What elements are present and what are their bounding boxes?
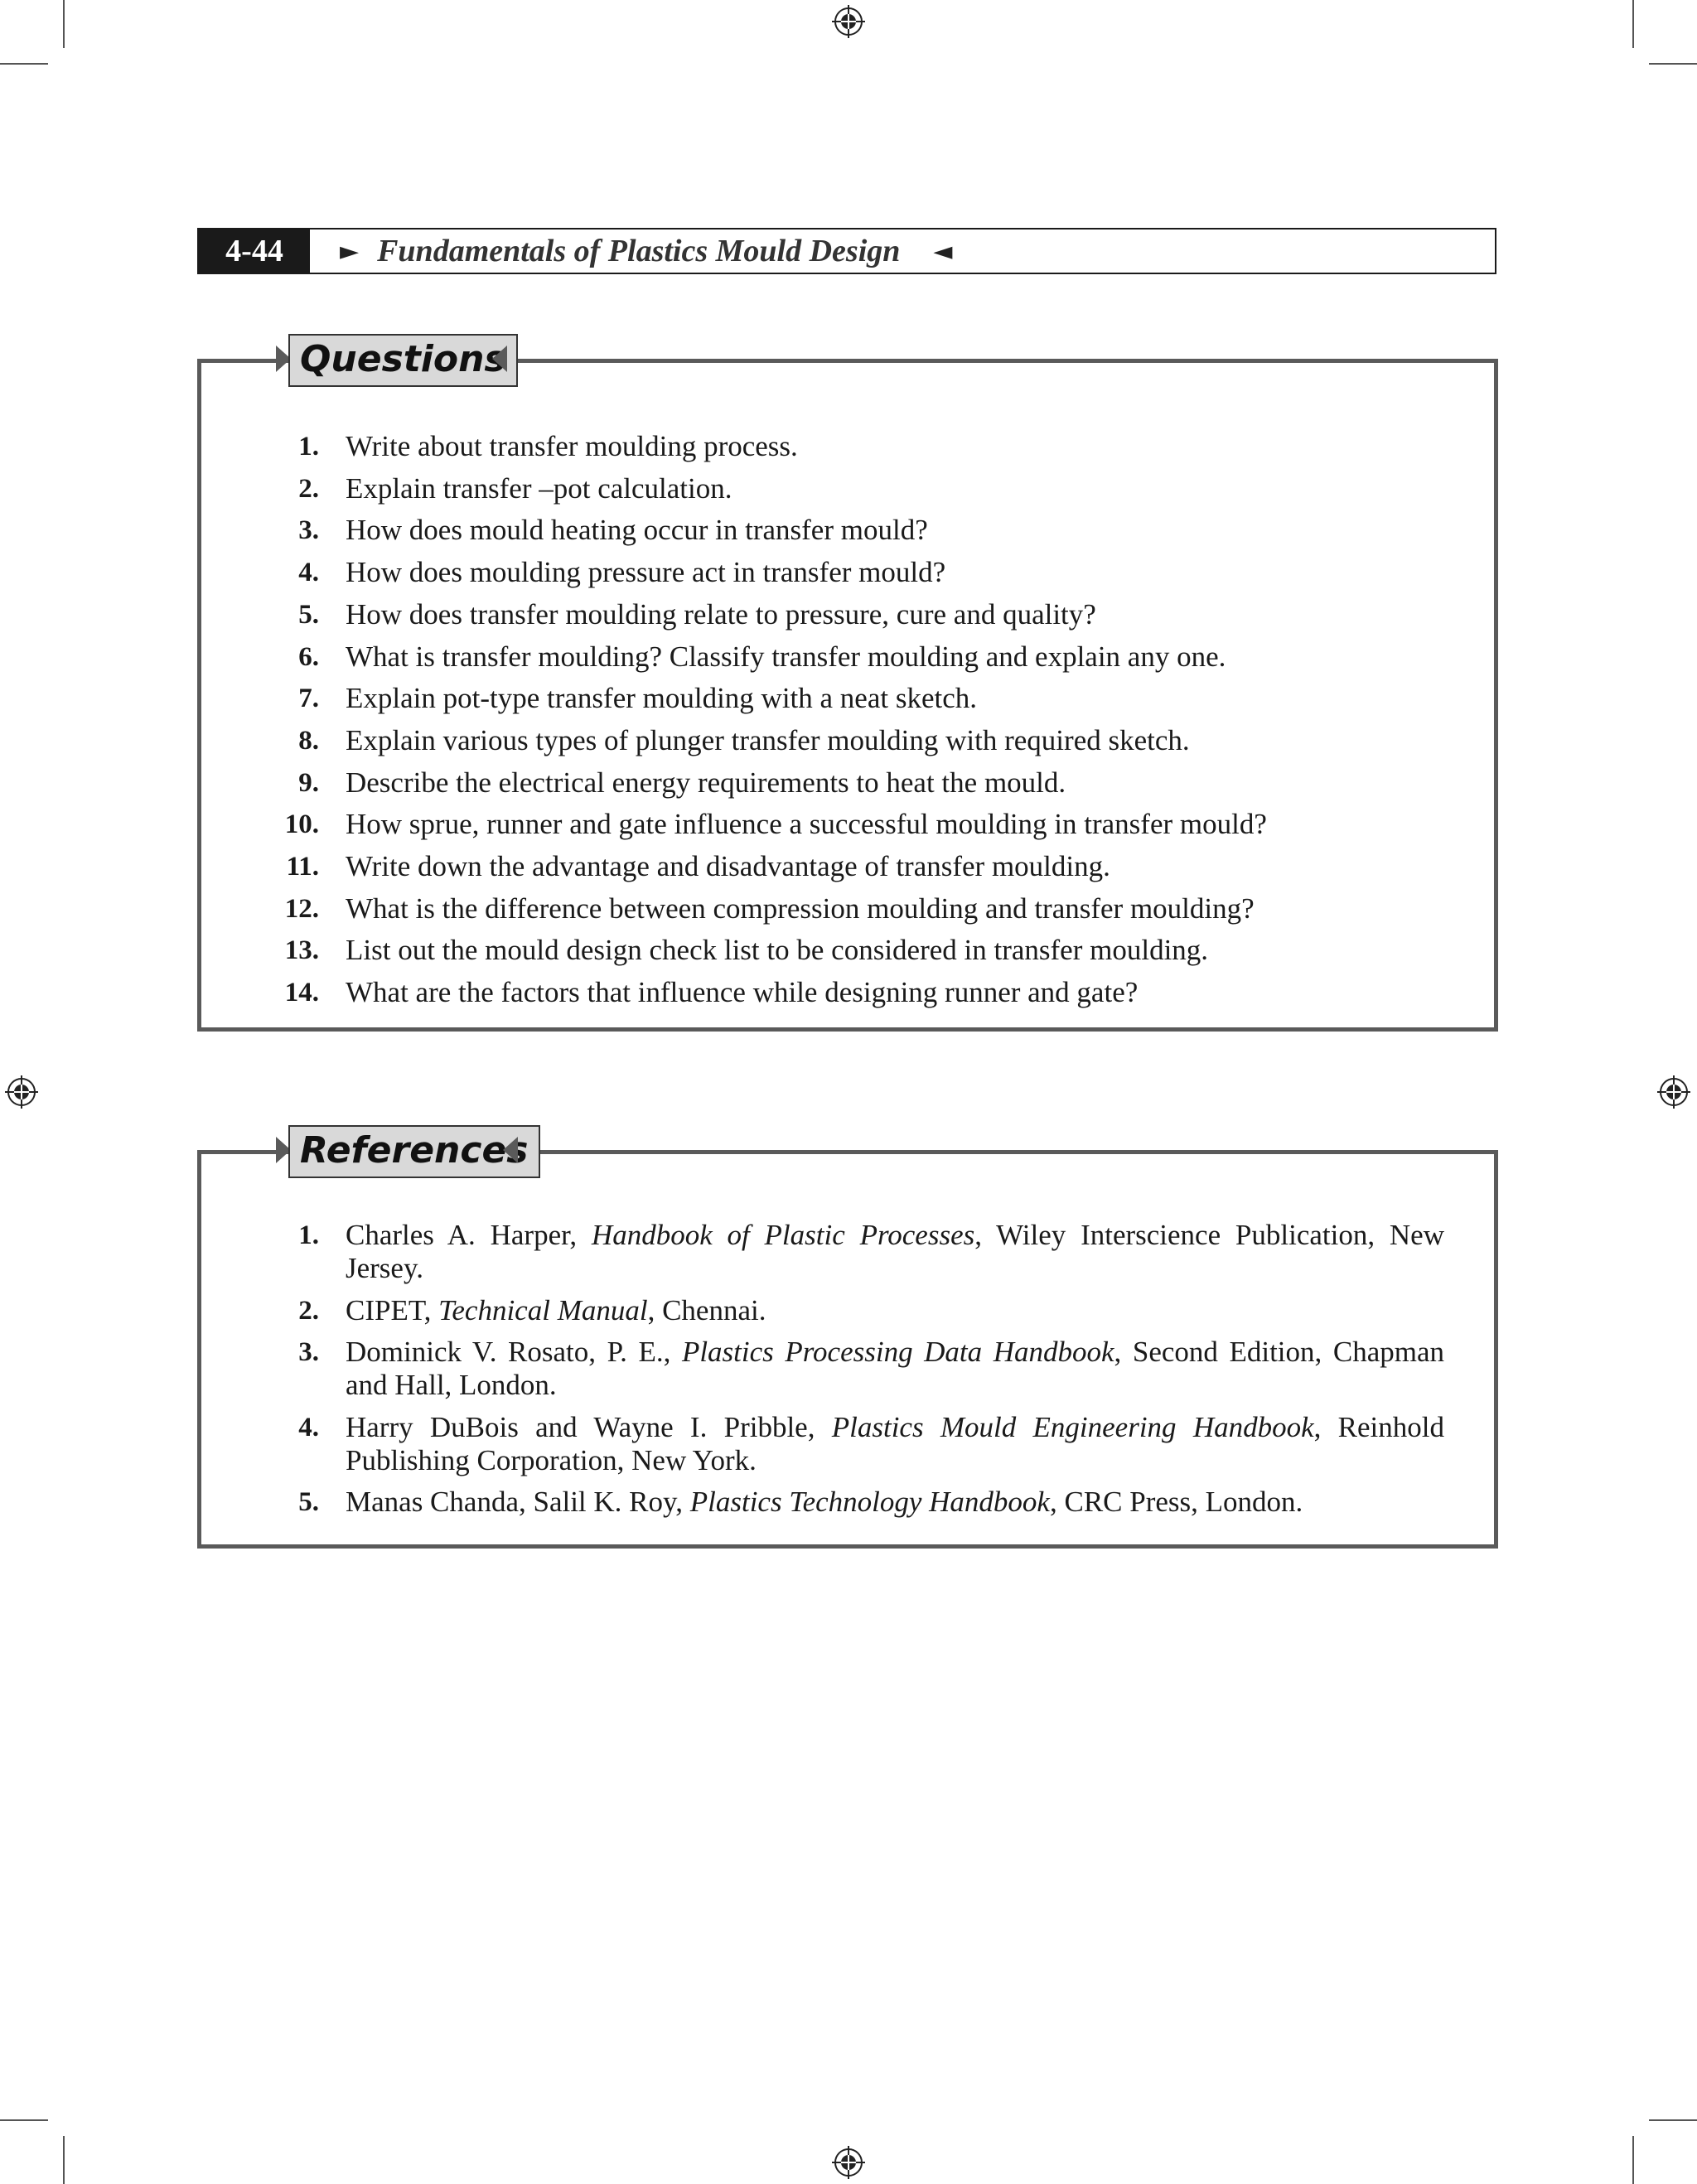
question-text: Write down the advantage and disadvantage of transfer moulding. xyxy=(346,850,1110,883)
registration-mark-icon xyxy=(830,3,867,40)
book-title: Fundamentals of Plastics Mould Design xyxy=(377,234,901,268)
question-text: How does moulding pressure act in transfer mould? xyxy=(346,556,946,589)
question-item xyxy=(253,762,1444,805)
reference-publisher: , Second Edition, Chapman and Hall, London. xyxy=(346,1336,1444,1402)
reference-text xyxy=(346,1336,1444,1402)
question-text: Explain transfer –pot calculation. xyxy=(346,471,732,505)
crop-mark xyxy=(0,63,48,65)
question-number: 6. xyxy=(298,641,319,672)
label-right-pointer-icon xyxy=(492,345,507,372)
crop-mark xyxy=(63,0,65,48)
page-number: 4-44 xyxy=(199,230,310,273)
question-text: What is the difference between compression moulding and transfer moulding? xyxy=(346,891,1255,925)
reference-publisher: , Wiley Interscience Publication, New Jersey. xyxy=(346,1219,1444,1284)
question-item xyxy=(253,552,1444,594)
question-text: What is transfer moulding? Classify transfer moulding and explain any one. xyxy=(346,640,1226,673)
reference-authors: Manas Chanda, Salil K. Roy, xyxy=(346,1486,690,1519)
question-number: 9. xyxy=(298,767,319,798)
label-right-pointer-icon xyxy=(503,1137,518,1163)
question-text: How sprue, runner and gate influence a successful moulding in transfer mould? xyxy=(346,808,1267,841)
question-item xyxy=(253,426,1444,468)
references-list xyxy=(253,1219,1444,1528)
registration-mark-icon xyxy=(830,2144,867,2181)
question-number: 13. xyxy=(284,935,319,966)
registration-mark-icon xyxy=(3,1074,40,1110)
reference-item xyxy=(253,1336,1444,1402)
arrow-right-icon: ► xyxy=(340,236,360,266)
reference-title: Handbook of Plastic Processes xyxy=(591,1219,975,1251)
reference-title: Plastics Processing Data Handbook xyxy=(681,1336,1114,1369)
question-item xyxy=(253,678,1444,720)
question-item xyxy=(253,972,1444,1014)
arrow-left-icon: ◄ xyxy=(933,236,953,266)
reference-text xyxy=(346,1219,1444,1285)
question-number: 1. xyxy=(298,432,319,461)
references-box xyxy=(197,1129,1498,1549)
reference-authors: Dominick V. Rosato, P. E., xyxy=(346,1336,682,1369)
question-item xyxy=(253,930,1444,972)
reference-text xyxy=(346,1486,1444,1519)
reference-authors: Charles A. Harper, xyxy=(346,1219,592,1251)
question-item xyxy=(253,846,1444,888)
questions-box xyxy=(197,338,1498,1032)
question-number: 2. xyxy=(298,473,319,504)
reference-title: Technical Manual xyxy=(438,1293,648,1326)
question-item xyxy=(253,510,1444,552)
reference-item xyxy=(253,1294,1444,1327)
question-number: 5. xyxy=(298,599,319,630)
reference-number: 3. xyxy=(298,1337,319,1368)
reference-item xyxy=(253,1219,1444,1285)
questions-list xyxy=(253,426,1444,1014)
question-text: How does transfer moulding relate to pressure, cure and quality? xyxy=(346,597,1096,631)
question-item xyxy=(253,594,1444,636)
crop-mark xyxy=(63,2136,65,2184)
reference-publisher: , Reinhold Publishing Corporation, New York. xyxy=(346,1410,1444,1476)
reference-number: 5. xyxy=(298,1487,319,1518)
question-item xyxy=(253,888,1444,930)
reference-number: 2. xyxy=(298,1295,319,1326)
reference-publisher: , CRC Press, London. xyxy=(1049,1486,1303,1519)
question-number: 12. xyxy=(284,893,319,924)
question-text: Explain pot-type transfer moulding with a neat sketch. xyxy=(346,682,978,715)
references-heading: References xyxy=(288,1125,540,1178)
question-number: 11. xyxy=(286,852,319,882)
question-text: What are the factors that influence while designing runner and gate? xyxy=(346,976,1139,1009)
reference-number: 4. xyxy=(298,1412,319,1442)
reference-item xyxy=(253,1411,1444,1477)
reference-item xyxy=(253,1486,1444,1519)
question-number: 4. xyxy=(298,558,319,588)
question-item xyxy=(253,636,1444,679)
question-number: 14. xyxy=(284,978,319,1008)
question-number: 7. xyxy=(298,684,319,714)
question-number: 8. xyxy=(298,725,319,756)
running-header xyxy=(197,228,1496,274)
reference-title: Plastics Mould Engineering Handbook xyxy=(831,1410,1314,1443)
reference-authors: CIPET, xyxy=(346,1293,439,1326)
reference-title: Plastics Technology Handbook xyxy=(689,1486,1050,1519)
crop-mark xyxy=(0,2119,48,2121)
question-text: How does mould heating occur in transfer mould? xyxy=(346,514,928,547)
crop-mark xyxy=(1632,0,1634,48)
question-text: Describe the electrical energy requirements to heat the mould. xyxy=(346,766,1066,799)
reference-publisher: , Chennai. xyxy=(647,1293,766,1326)
question-item xyxy=(253,804,1444,846)
reference-authors: Harry DuBois and Wayne I. Pribble, xyxy=(346,1410,832,1443)
crop-mark xyxy=(1649,2119,1697,2121)
crop-mark xyxy=(1632,2136,1634,2184)
question-item xyxy=(253,468,1444,510)
registration-mark-icon xyxy=(1656,1074,1692,1110)
question-number: 10. xyxy=(284,809,319,840)
question-number: 3. xyxy=(298,515,319,546)
reference-number: 1. xyxy=(298,1220,319,1250)
question-text: List out the mould design check list to be considered in transfer moulding. xyxy=(346,934,1209,967)
crop-mark xyxy=(1649,63,1697,65)
question-item xyxy=(253,720,1444,762)
reference-text xyxy=(346,1411,1444,1477)
question-text: Write about transfer moulding process. xyxy=(346,430,798,462)
questions-heading: Questions xyxy=(288,334,518,387)
question-text: Explain various types of plunger transfer moulding with required sketch. xyxy=(346,723,1190,756)
reference-text xyxy=(346,1294,1444,1327)
